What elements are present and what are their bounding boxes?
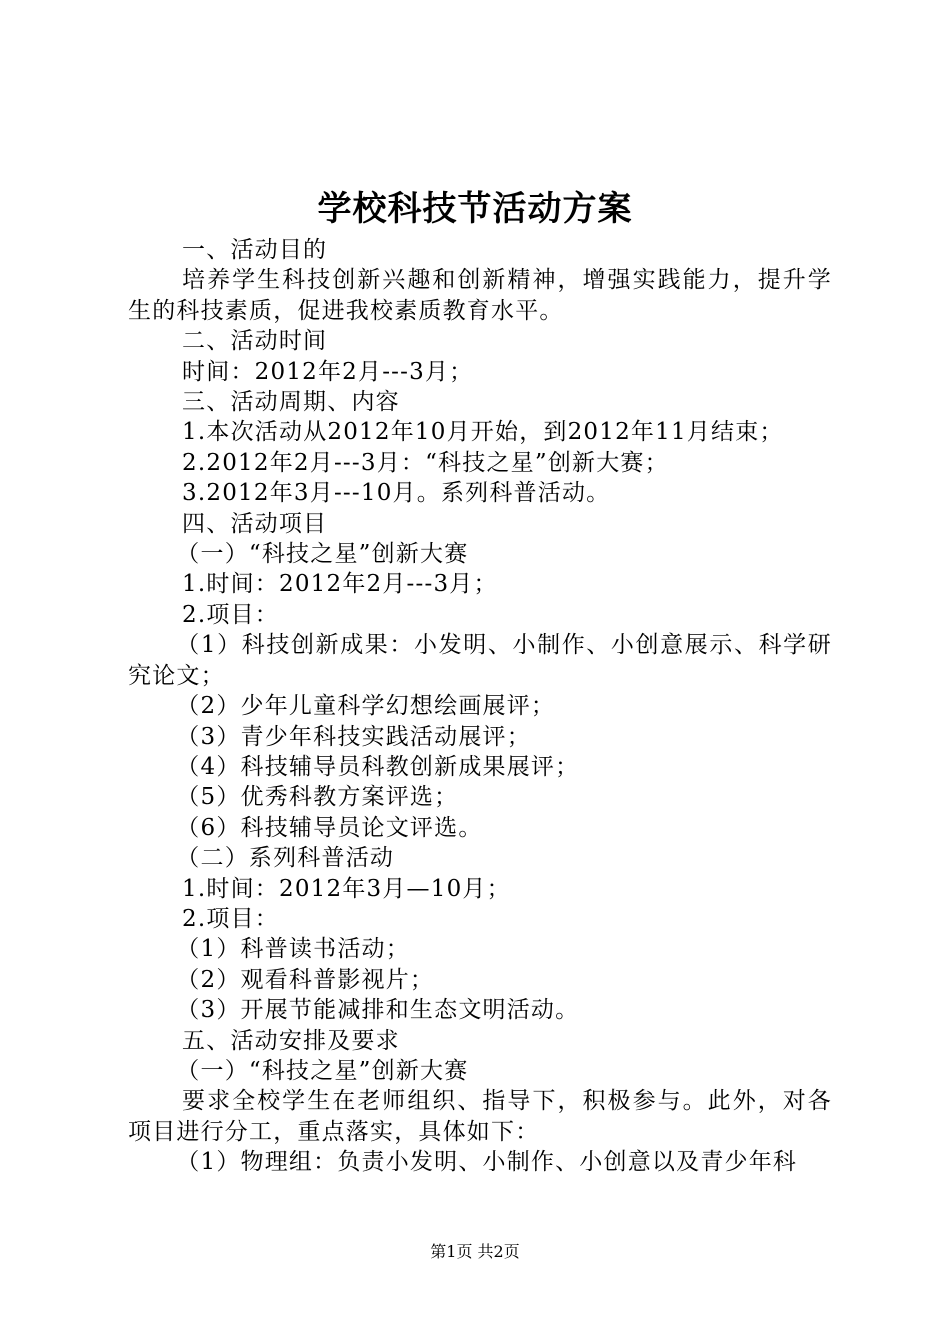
page-footer: 第1页 共2页	[430, 1242, 520, 1261]
body-paragraph: 3.2012年3月---10月。系列科普活动。	[182, 480, 611, 507]
document-title: 学校科技节活动方案	[317, 189, 633, 229]
body-paragraph: 时间：2012年2月---3月；	[182, 358, 474, 385]
list-item: （1）科技创新成果：小发明、小制作、小创意展示、科学研究论文；	[128, 632, 832, 689]
section-heading: 二、活动时间	[182, 328, 328, 355]
list-item: （2）观看科普影视片；	[176, 966, 435, 993]
list-item: （6）科技辅导员论文评选。	[176, 814, 483, 841]
list-item: （4）科技辅导员科教创新成果展评；	[176, 753, 580, 780]
list-item: （1）科普读书活动；	[176, 936, 410, 963]
body-paragraph: 2.项目：	[182, 905, 279, 932]
list-item: （1）物理组：负责小发明、小制作、小创意以及青少年科	[176, 1149, 798, 1176]
body-paragraph: 要求全校学生在老师组织、指导下，积极参与。此外，对各项目进行分工，重点落实，具体如下：	[128, 1088, 832, 1145]
section-heading: 五、活动安排及要求	[182, 1027, 400, 1054]
subsection-heading: （二）系列科普活动	[176, 845, 395, 872]
body-paragraph: 1.时间：2012年2月---3月；	[182, 571, 498, 598]
section-heading: 四、活动项目	[182, 510, 328, 537]
subsection-heading: （一）“科技之星”创新大赛	[176, 541, 469, 568]
body-paragraph: 培养学生科技创新兴趣和创新精神，增强实践能力，提升学生的科技素质，促进我校素质教育水平。	[128, 267, 832, 324]
section-heading: 三、活动周期、内容	[182, 389, 400, 416]
body-paragraph: 1.本次活动从2012年10月开始，到2012年11月结束；	[182, 419, 784, 446]
section-heading: 一、活动目的	[182, 237, 328, 263]
subsection-heading: （一）“科技之星”创新大赛	[176, 1057, 469, 1084]
document-body	[128, 235, 832, 1178]
body-paragraph: 1.时间：2012年3月—10月；	[182, 875, 511, 902]
list-item: （2）少年儿童科学幻想绘画展评；	[176, 693, 556, 720]
list-item: （3）开展节能减排和生态文明活动。	[176, 997, 580, 1024]
list-item: （3）青少年科技实践活动展评；	[176, 723, 531, 750]
list-item: （5）优秀科教方案评选；	[176, 784, 459, 811]
body-paragraph: 2.2012年2月---3月：“科技之星”创新大赛；	[182, 449, 669, 476]
body-paragraph: 2.项目：	[182, 601, 279, 628]
